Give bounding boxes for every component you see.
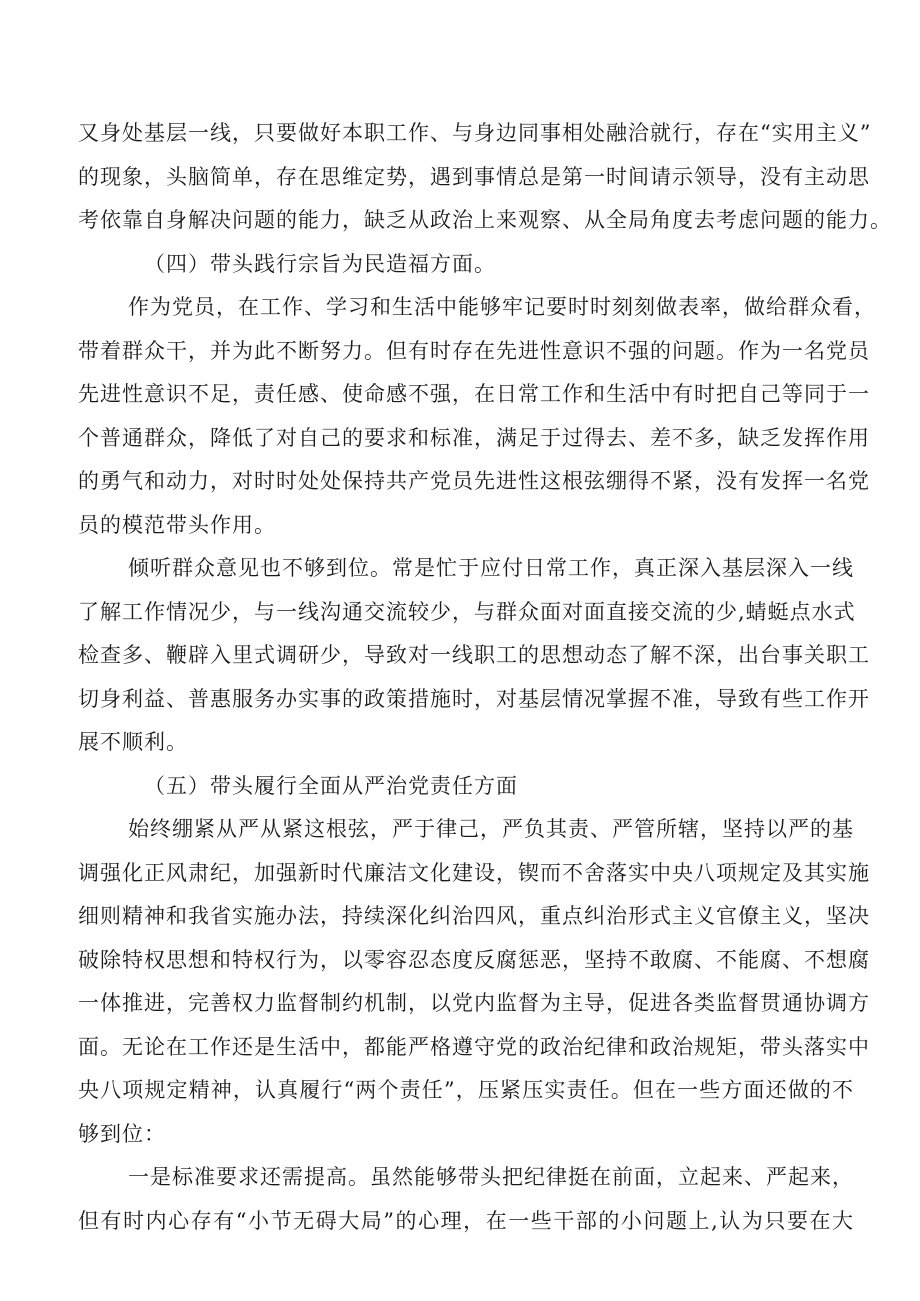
text-line: 破除特权思想和特权行为，以零容忍态度反腐惩恶，坚持不敢腐、不能腐、不想腐 [78,947,870,972]
text-line: 的勇气和动力，对时时处处保持共产党员先进性这根弦绷得不紧，没有发挥一名党 [78,469,870,493]
text-line: 先进性意识不足，责任感、使命感不强，在日常工作和生活中有时把自己等同于一 [78,382,870,406]
document-page [78,112,892,1243]
text-line: 个普通群众，降低了对自己的要求和标准，满足于过得去、差不多，缺乏发挥作用 [78,425,870,450]
text-line: 又身处基层一线，只要做好本职工作、与身边同事相处融洽就行，存在“实用主义” [78,121,872,145]
text-line: 够到位： [78,1121,166,1146]
text-line: 员的模范带头作用。 [78,512,276,537]
section-heading: （五）带头履行全面从严治党责任方面 [144,773,518,798]
text-line: 央八项规定精神，认真履行“两个责任”，压紧压实责任。但在一些方面还做的不 [78,1078,854,1102]
text-line: 倾听群众意见也不够到位。常是忙于应付日常工作，真正深入基层深入一线 [128,556,854,580]
text-line: 作为党员，在工作、学习和生活中能够牢记要时时刻刻做表率，做给群众看， [128,295,876,319]
text-line: 但有时内心存有“小节无碍大局”的心理，在一些干部的小问题上,认为只要在大 [78,1208,854,1233]
text-line: 始终绷紧从严从紧这根弦，严于律己，严负其责、严管所辖，坚持以严的基 [128,817,854,841]
text-line: 展不顺利。 [78,730,188,754]
text-line: 了解工作情况少，与一线沟通交流较少，与群众面对面直接交流的少,蜻蜓点水式 [78,599,856,624]
text-line: 调强化正风肃纪，加强新时代廉洁文化建设，锲而不舍落实中央八项规定及其实施 [78,860,870,885]
text-line: 的现象，头脑简单，存在思维定势，遇到事情总是第一时间请示领导，没有主动思 [78,164,870,189]
text-line: 面。无论在工作还是生活中，都能严格遵守党的政治纪律和政治规矩，带头落实中 [78,1034,870,1059]
section-heading: （四）带头践行宗旨为民造福方面。 [144,251,496,276]
text-line: 一体推进，完善权力监督制约机制，以党内监督为主导，促进各类监督贯通协调方 [78,991,870,1015]
text-line: 带着群众干，并为此不断努力。但有时存在先进性意识不强的问题。作为一名党员 [78,338,870,363]
text-line: 考依靠自身解决问题的能力，缺乏从政治上来观察、从全局角度去考虑问题的能力。 [78,208,892,232]
text-line: 切身利益、普惠服务办实事的政策措施时，对基层情况掌握不准，导致有些工作开 [78,686,870,711]
text-line: 细则精神和我省实施办法，持续深化纠治四风，重点纠治形式主义官僚主义，坚决 [78,904,870,928]
text-line: 检查多、鞭辟入里式调研少，导致对一线职工的思想动态了解不深，出台事关职工 [78,643,870,667]
text-line: 一是标准要求还需提高。虽然能够带头把纪律挺在前面，立起来、严起来， [128,1165,854,1189]
